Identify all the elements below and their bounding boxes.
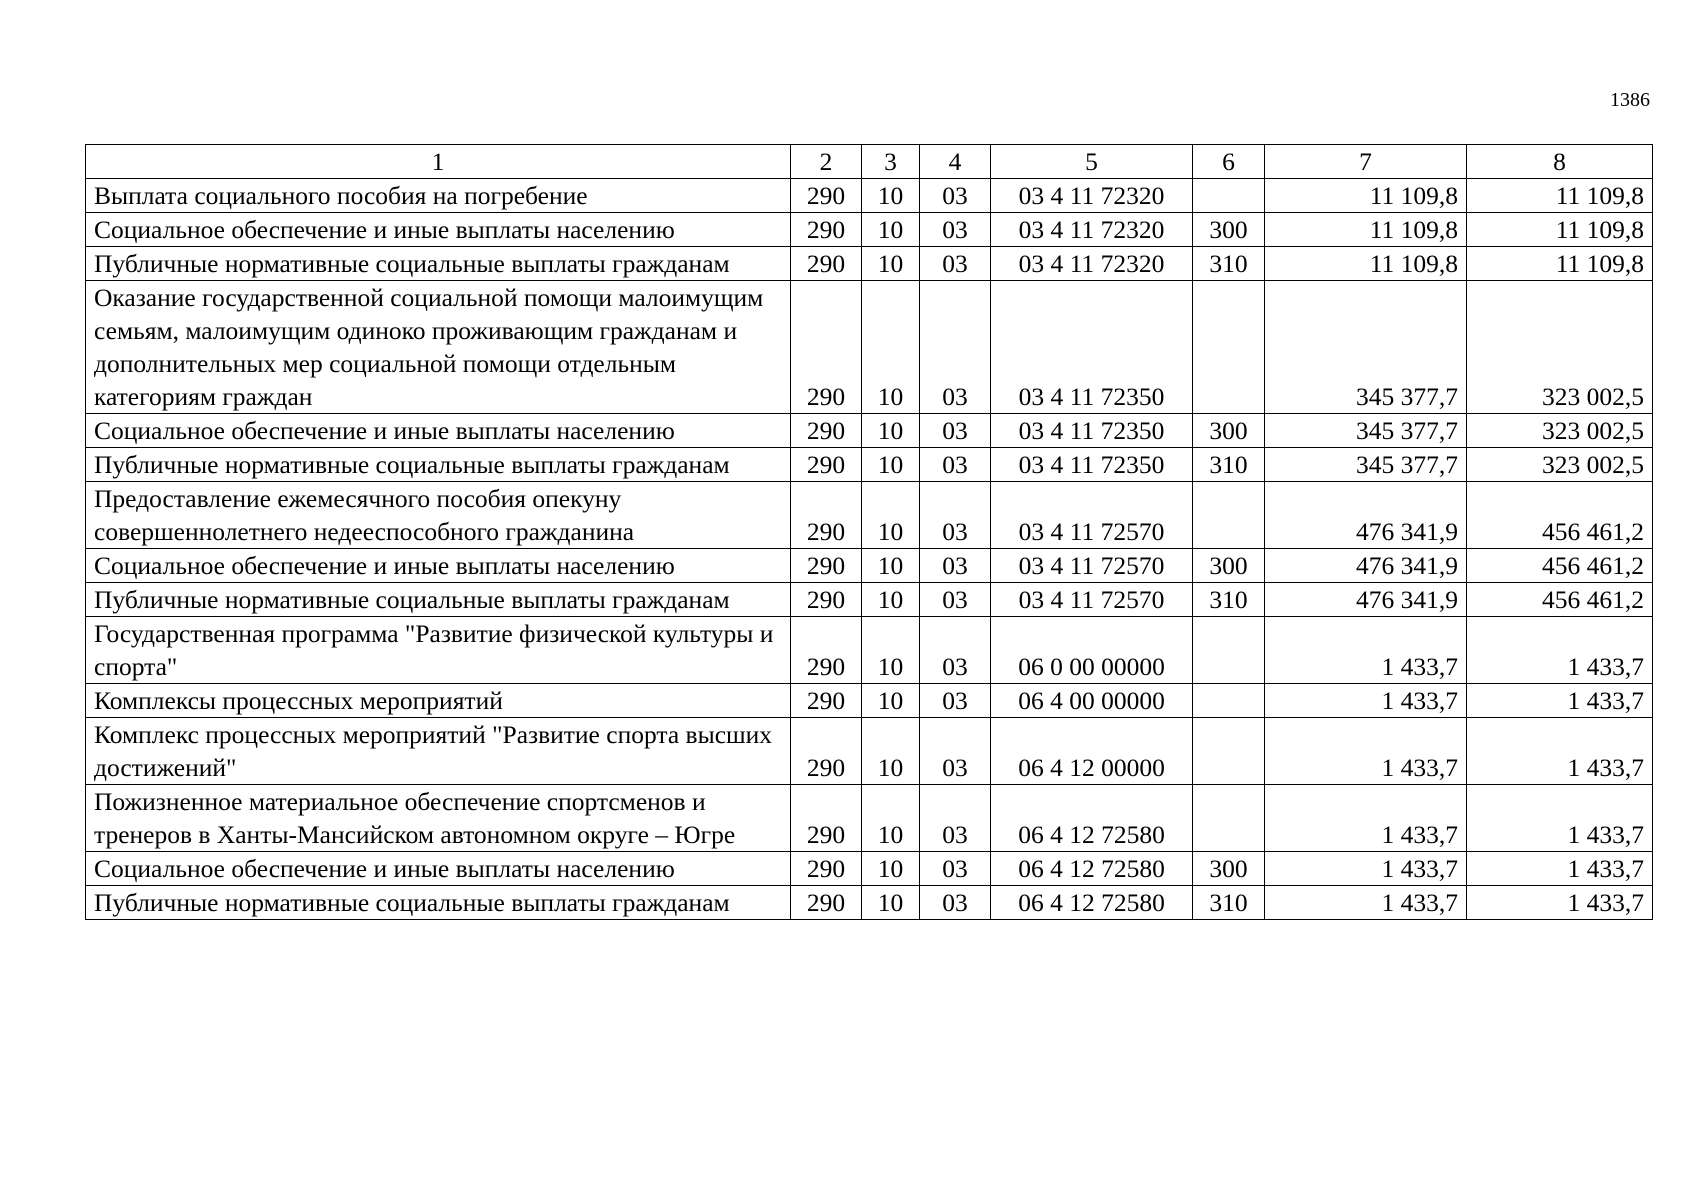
header-cell: 3: [862, 145, 920, 179]
row-subsection-cell: 03: [920, 617, 991, 684]
row-amount-cell: 456 461,2: [1467, 549, 1653, 583]
header-cell: 1: [86, 145, 791, 179]
table-row: [86, 583, 1653, 617]
row-amount-cell: 456 461,2: [1467, 482, 1653, 549]
row-subsection-cell: 03: [920, 549, 991, 583]
row-amount-cell: 1 433,7: [1265, 684, 1467, 718]
row-name-cell: Социальное обеспечение и иные выплаты населению: [86, 213, 791, 247]
row-code-cell: 290: [791, 718, 862, 785]
row-amount-cell: 323 002,5: [1467, 281, 1653, 414]
table-row: [86, 247, 1653, 281]
row-expense-type-cell: 310: [1193, 583, 1265, 617]
row-expense-type-cell: [1193, 617, 1265, 684]
row-target-item-cell: 03 4 11 72350: [991, 448, 1193, 482]
row-code-cell: 290: [791, 886, 862, 920]
budget-table: [85, 144, 1653, 920]
header-cell: 8: [1467, 145, 1653, 179]
row-name-cell: Публичные нормативные социальные выплаты гражданам: [86, 583, 791, 617]
row-amount-cell: 1 433,7: [1265, 718, 1467, 785]
table-row: [86, 684, 1653, 718]
row-name-cell: Комплекс процессных мероприятий "Развитие спорта высших достижений": [86, 718, 791, 785]
row-expense-type-cell: [1193, 684, 1265, 718]
row-subsection-cell: 03: [920, 414, 991, 448]
row-expense-type-cell: 300: [1193, 414, 1265, 448]
row-name-cell: Социальное обеспечение и иные выплаты населению: [86, 852, 791, 886]
row-target-item-cell: 03 4 11 72570: [991, 549, 1193, 583]
row-target-item-cell: 06 4 12 72580: [991, 886, 1193, 920]
row-amount-cell: 345 377,7: [1265, 414, 1467, 448]
row-name-cell: Пожизненное материальное обеспечение спортсменов и тренеров в Ханты-Мансийском автономном округе – Югре: [86, 785, 791, 852]
row-amount-cell: 1 433,7: [1265, 852, 1467, 886]
row-expense-type-cell: 310: [1193, 448, 1265, 482]
row-amount-cell: 1 433,7: [1467, 617, 1653, 684]
row-amount-cell: 1 433,7: [1265, 886, 1467, 920]
table-row: [86, 852, 1653, 886]
row-subsection-cell: 03: [920, 684, 991, 718]
row-target-item-cell: 03 4 11 72570: [991, 482, 1193, 549]
row-subsection-cell: 03: [920, 281, 991, 414]
row-amount-cell: 476 341,9: [1265, 549, 1467, 583]
row-code-cell: 290: [791, 549, 862, 583]
row-target-item-cell: 03 4 11 72320: [991, 213, 1193, 247]
row-amount-cell: 476 341,9: [1265, 482, 1467, 549]
row-subsection-cell: 03: [920, 247, 991, 281]
row-section-cell: 10: [862, 684, 920, 718]
row-section-cell: 10: [862, 852, 920, 886]
row-code-cell: 290: [791, 482, 862, 549]
row-code-cell: 290: [791, 785, 862, 852]
row-amount-cell: 11 109,8: [1265, 247, 1467, 281]
row-target-item-cell: 06 4 12 72580: [991, 852, 1193, 886]
row-code-cell: 290: [791, 414, 862, 448]
table-row: [86, 414, 1653, 448]
row-target-item-cell: 06 0 00 00000: [991, 617, 1193, 684]
row-amount-cell: 323 002,5: [1467, 448, 1653, 482]
row-amount-cell: 1 433,7: [1467, 852, 1653, 886]
row-section-cell: 10: [862, 583, 920, 617]
row-target-item-cell: 03 4 11 72350: [991, 414, 1193, 448]
row-subsection-cell: 03: [920, 583, 991, 617]
row-subsection-cell: 03: [920, 785, 991, 852]
row-name-cell: Комплексы процессных мероприятий: [86, 684, 791, 718]
row-section-cell: 10: [862, 247, 920, 281]
header-row: [86, 145, 1653, 179]
table-row: [86, 718, 1653, 785]
row-subsection-cell: 03: [920, 179, 991, 213]
row-amount-cell: 11 109,8: [1467, 179, 1653, 213]
row-expense-type-cell: [1193, 482, 1265, 549]
row-expense-type-cell: 310: [1193, 886, 1265, 920]
table-row: [86, 886, 1653, 920]
row-code-cell: 290: [791, 213, 862, 247]
row-section-cell: 10: [862, 179, 920, 213]
row-subsection-cell: 03: [920, 852, 991, 886]
row-amount-cell: 1 433,7: [1467, 785, 1653, 852]
row-code-cell: 290: [791, 684, 862, 718]
table-header: [86, 145, 1653, 179]
row-code-cell: 290: [791, 617, 862, 684]
header-cell: 4: [920, 145, 991, 179]
page-number: 1386: [1610, 89, 1650, 111]
row-section-cell: 10: [862, 549, 920, 583]
row-expense-type-cell: [1193, 281, 1265, 414]
table-row: [86, 281, 1653, 414]
row-code-cell: 290: [791, 247, 862, 281]
table-body: [86, 179, 1653, 920]
row-subsection-cell: 03: [920, 448, 991, 482]
row-section-cell: 10: [862, 414, 920, 448]
row-expense-type-cell: 300: [1193, 852, 1265, 886]
row-amount-cell: 456 461,2: [1467, 583, 1653, 617]
row-subsection-cell: 03: [920, 213, 991, 247]
table-row: [86, 482, 1653, 549]
row-code-cell: 290: [791, 448, 862, 482]
row-code-cell: 290: [791, 852, 862, 886]
row-target-item-cell: 06 4 12 00000: [991, 718, 1193, 785]
row-section-cell: 10: [862, 785, 920, 852]
header-cell: 5: [991, 145, 1193, 179]
row-amount-cell: 11 109,8: [1467, 247, 1653, 281]
row-name-cell: Публичные нормативные социальные выплаты гражданам: [86, 886, 791, 920]
row-section-cell: 10: [862, 281, 920, 414]
row-subsection-cell: 03: [920, 886, 991, 920]
row-section-cell: 10: [862, 886, 920, 920]
row-amount-cell: 1 433,7: [1265, 785, 1467, 852]
row-name-cell: Предоставление ежемесячного пособия опекуну совершеннолетнего недееспособного гражданина: [86, 482, 791, 549]
row-section-cell: 10: [862, 617, 920, 684]
row-amount-cell: 1 433,7: [1467, 718, 1653, 785]
row-subsection-cell: 03: [920, 482, 991, 549]
row-code-cell: 290: [791, 179, 862, 213]
row-expense-type-cell: [1193, 785, 1265, 852]
row-name-cell: Публичные нормативные социальные выплаты гражданам: [86, 448, 791, 482]
row-name-cell: Публичные нормативные социальные выплаты гражданам: [86, 247, 791, 281]
row-amount-cell: 11 109,8: [1265, 213, 1467, 247]
row-section-cell: 10: [862, 213, 920, 247]
header-cell: 6: [1193, 145, 1265, 179]
row-section-cell: 10: [862, 482, 920, 549]
table-row: [86, 785, 1653, 852]
row-target-item-cell: 03 4 11 72570: [991, 583, 1193, 617]
row-expense-type-cell: 310: [1193, 247, 1265, 281]
row-amount-cell: 1 433,7: [1467, 886, 1653, 920]
row-section-cell: 10: [862, 718, 920, 785]
row-name-cell: Выплата социального пособия на погребение: [86, 179, 791, 213]
table-row: [86, 549, 1653, 583]
row-expense-type-cell: 300: [1193, 213, 1265, 247]
row-amount-cell: 345 377,7: [1265, 281, 1467, 414]
row-amount-cell: 11 109,8: [1265, 179, 1467, 213]
row-section-cell: 10: [862, 448, 920, 482]
row-name-cell: Социальное обеспечение и иные выплаты населению: [86, 414, 791, 448]
row-subsection-cell: 03: [920, 718, 991, 785]
row-amount-cell: 323 002,5: [1467, 414, 1653, 448]
header-cell: 7: [1265, 145, 1467, 179]
row-name-cell: Государственная программа "Развитие физической культуры и спорта": [86, 617, 791, 684]
row-amount-cell: 345 377,7: [1265, 448, 1467, 482]
row-target-item-cell: 03 4 11 72320: [991, 247, 1193, 281]
row-amount-cell: 1 433,7: [1265, 617, 1467, 684]
table-row: [86, 213, 1653, 247]
row-name-cell: Социальное обеспечение и иные выплаты населению: [86, 549, 791, 583]
row-target-item-cell: 06 4 12 72580: [991, 785, 1193, 852]
table-row: [86, 617, 1653, 684]
row-amount-cell: 11 109,8: [1467, 213, 1653, 247]
header-cell: 2: [791, 145, 862, 179]
row-code-cell: 290: [791, 583, 862, 617]
row-amount-cell: 1 433,7: [1467, 684, 1653, 718]
row-expense-type-cell: 300: [1193, 549, 1265, 583]
row-target-item-cell: 03 4 11 72350: [991, 281, 1193, 414]
row-expense-type-cell: [1193, 718, 1265, 785]
row-name-cell: Оказание государственной социальной помощи малоимущим семьям, малоимущим одиноко проживающим гражданам и дополнительных мер социальной помощи отдельным категориям граждан: [86, 281, 791, 414]
row-target-item-cell: 03 4 11 72320: [991, 179, 1193, 213]
table-row: [86, 179, 1653, 213]
row-code-cell: 290: [791, 281, 862, 414]
row-expense-type-cell: [1193, 179, 1265, 213]
table-row: [86, 448, 1653, 482]
row-target-item-cell: 06 4 00 00000: [991, 684, 1193, 718]
row-amount-cell: 476 341,9: [1265, 583, 1467, 617]
